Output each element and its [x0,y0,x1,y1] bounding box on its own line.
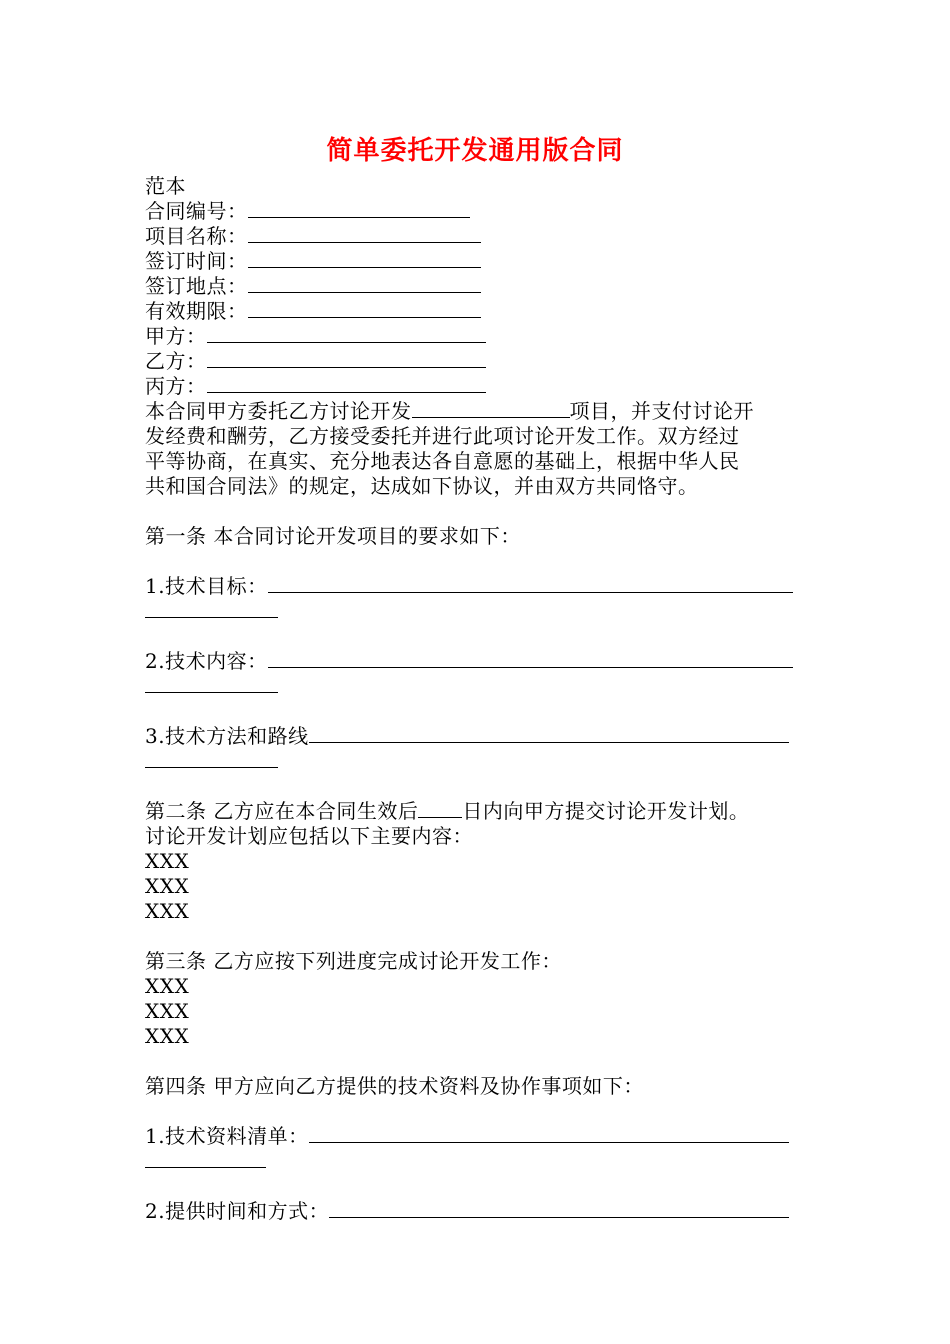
article-1-item-2-continuation [145,674,278,699]
document-title: 简单委托开发通用版合同 [326,136,624,166]
party-c-blank [207,374,486,393]
sign-place-blank [248,274,481,293]
article-4-item-1-label: 1.技术资料清单： [145,1124,309,1148]
article-3-heading: 第三条 乙方应按下列进度完成讨论开发工作： [145,949,562,973]
validity-blank [248,299,481,318]
article-1-item-2 [145,649,793,674]
article-2-text-1b: 日内向甲方提交讨论开发计划。 [462,799,750,823]
article-1-item-1-label: 1.技术目标： [145,574,268,598]
sign-time-field [145,249,481,274]
sample-label: 范本 [145,174,186,198]
party-b-label: 乙方： [145,349,207,373]
party-b-blank [207,349,486,368]
article-2-item: XXX [145,899,190,923]
article-4-item-2 [145,1199,789,1224]
party-a-field [145,324,486,349]
article-3-item: XXX [145,999,190,1023]
contract-no-field [145,199,470,224]
article-2-text-1a: 第二条 乙方应在本合同生效后 [145,799,419,823]
article-1-item-2-blank [268,649,793,668]
validity-label: 有效期限： [145,299,248,323]
days-blank [418,799,462,818]
project-blank [412,399,570,418]
party-c-label: 丙方： [145,374,207,398]
party-c-field [145,374,486,399]
intro-line-2: 发经费和酬劳，乙方接受委托并进行此项讨论开发工作。双方经过 [145,424,740,448]
project-name-label: 项目名称： [145,224,248,248]
article-4-item-1-blank [309,1124,789,1143]
article-2-item: XXX [145,849,190,873]
article-4-item-1-blank-2 [145,1149,266,1168]
party-a-blank [207,324,486,343]
project-name-blank [248,224,481,243]
article-4-item-1-continuation [145,1149,266,1174]
article-1-item-3-blank-2 [145,749,278,768]
article-1-heading: 第一条 本合同讨论开发项目的要求如下： [145,524,521,548]
article-1-item-1 [145,574,793,599]
article-2-line-2: 讨论开发计划应包括以下主要内容： [145,824,473,848]
article-4-heading: 第四条 甲方应向乙方提供的技术资料及协作事项如下： [145,1074,644,1098]
contract-no-label: 合同编号： [145,199,248,223]
intro-text-1b: 项目，并支付讨论开 [569,399,754,423]
party-b-field [145,349,486,374]
sign-time-blank [248,249,481,268]
intro-text-1a: 本合同甲方委托乙方讨论开发 [145,399,412,423]
sign-place-label: 签订地点： [145,274,248,298]
article-1-item-3-blank [309,724,789,743]
article-1-item-2-label: 2.技术内容： [145,649,268,673]
validity-field [145,299,481,324]
article-4-item-2-blank [329,1199,789,1218]
article-1-item-3-continuation [145,749,278,774]
article-1-item-1-continuation [145,599,278,624]
article-1-item-3-label: 3.技术方法和路线 [145,724,309,748]
article-3-item: XXX [145,974,190,998]
article-2-item: XXX [145,874,190,898]
intro-line-4: 共和国合同法》的规定，达成如下协议，并由双方共同恪守。 [145,474,699,498]
article-1-item-1-blank-2 [145,599,278,618]
intro-line-1 [145,399,754,424]
project-name-field [145,224,481,249]
sign-time-label: 签订时间： [145,249,248,273]
article-1-item-2-blank-2 [145,674,278,693]
intro-line-3: 平等协商，在真实、充分地表达各自意愿的基础上，根据中华人民 [145,449,740,473]
contract-no-blank [248,199,470,218]
article-2-line-1 [145,799,749,824]
article-3-item: XXX [145,1024,190,1048]
article-1-item-3 [145,724,789,749]
sign-place-field [145,274,481,299]
article-4-item-2-label: 2.提供时间和方式： [145,1199,330,1223]
article-4-item-1 [145,1124,789,1149]
party-a-label: 甲方： [145,324,207,348]
article-1-item-1-blank [268,574,793,593]
